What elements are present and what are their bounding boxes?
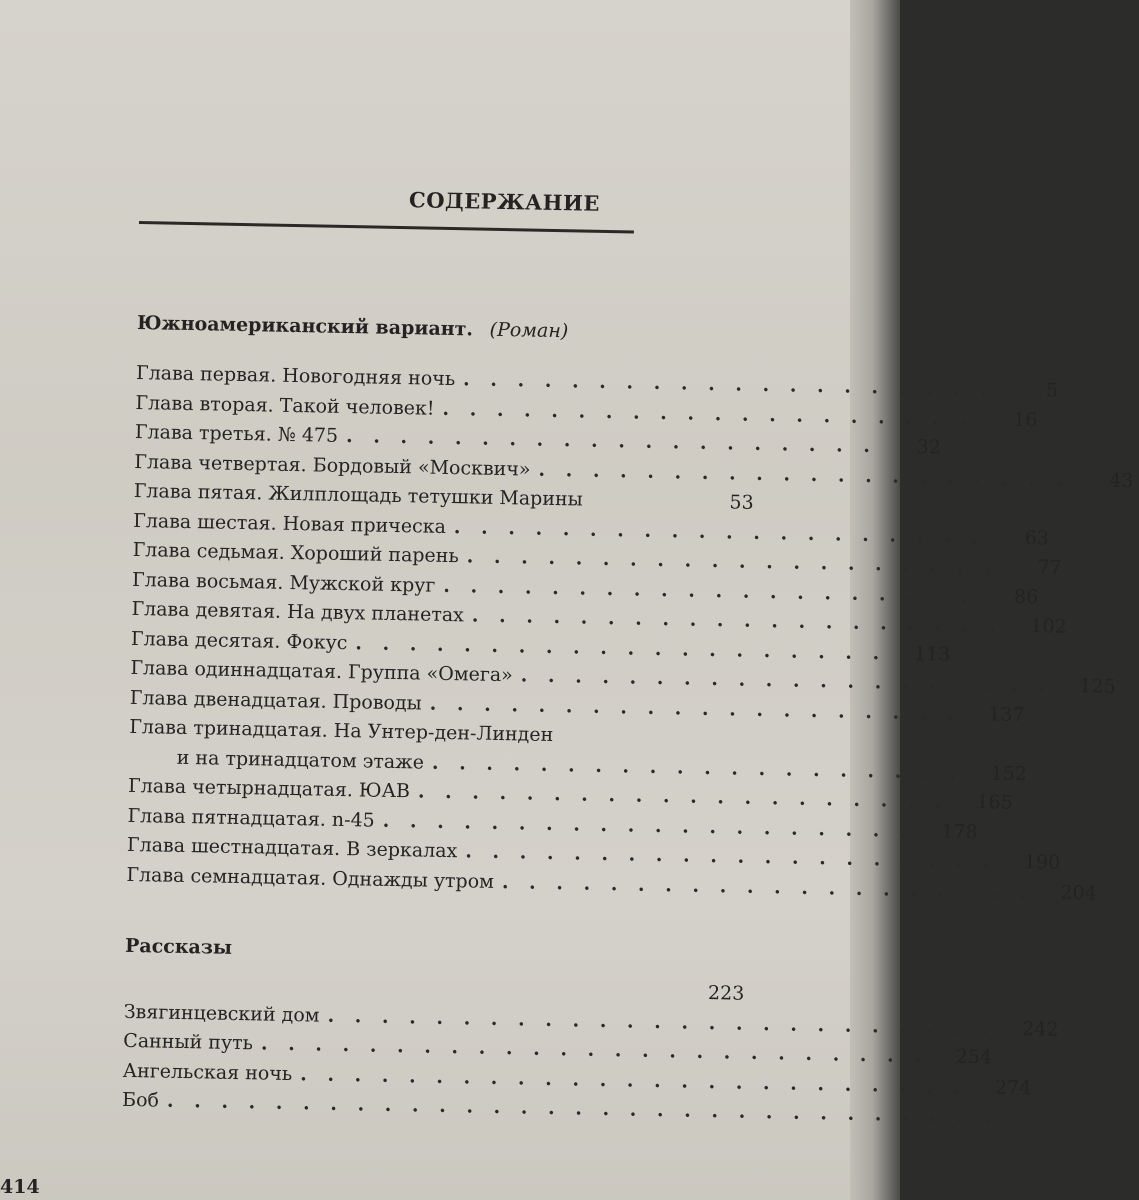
chapter-row: Глава двенадцатая. Проводы . . . . . . . . . . . . . . . . . . . . 137 xyxy=(129,686,1025,726)
chapter-title: Глава двенадцатая. Проводы xyxy=(129,686,422,715)
chapter-page: 204 xyxy=(1060,881,1098,904)
chapter-row: Глава третья. № 475 . . . . . . . . . . . . . . . . . . . . 32 xyxy=(134,420,942,459)
story-title: Санный путь xyxy=(123,1029,254,1055)
chapter-row: Глава семнадцатая. Однажды утром . . . . . . . . . . . . . . . . . . . . 204 xyxy=(126,863,1098,904)
novel-title: Южноамериканский вариант. xyxy=(136,311,474,341)
story-list xyxy=(121,971,1059,1130)
chapter-title: Глава шестнадцатая. В зеркалах xyxy=(126,833,458,863)
chapter-row: Глава четырнадцатая. ЮАВ . . . . . . . . . . . . . . . . . . . . 165 xyxy=(127,774,1014,814)
chapter-title: Глава пятнадцатая. n-45 xyxy=(127,804,375,832)
page-number: 414 xyxy=(0,1176,40,1198)
stories-heading: Рассказы xyxy=(124,934,233,959)
chapter-page: 190 xyxy=(1023,851,1061,874)
chapter-page: 137 xyxy=(988,702,1025,726)
story-row: Боб . . . . . . . . . . . . . . . . . . . . . . . . . . . . . . . xyxy=(122,1089,742,1130)
chapter-title: Глава пятая. Жилплощадь тетушки Марины xyxy=(133,479,583,511)
chapter-title: Глава четвертая. Бордовый «Москвич» xyxy=(134,450,531,481)
chapter-title: Глава тринадцатая. На Унтер-ден-Линден xyxy=(129,715,554,747)
chapter-row: Глава вторая. Такой человек! . . . . . . . . . . . . . . . . . . . . 16 xyxy=(135,391,1038,431)
story-title: Звягинцевский дом xyxy=(123,1000,320,1027)
chapter-row: Глава шестнадцатая. В зеркалах . . . . . . . . . . . . . . . . . . . . 190 xyxy=(126,833,1061,874)
chapter-row: Глава десятая. Фокус . . . . . . . . . . . . . . . . . . . . 113 xyxy=(130,627,951,666)
chapter-title: Глава шестая. Новая прическа xyxy=(133,509,447,538)
story-page: 254 xyxy=(955,1045,993,1069)
chapter-title: Глава девятая. На двух планетах xyxy=(131,597,465,627)
chapter-row-continued: и на тринадцатом этаже . . . . . . . . . . . . . . . . . . . . 152 xyxy=(128,745,748,786)
chapter-title: Глава третья. № 475 xyxy=(134,420,339,447)
chapter-page: 16 xyxy=(1012,408,1038,431)
chapter-page: 152 xyxy=(990,761,1028,785)
chapter-page xyxy=(693,744,749,745)
chapter-row: Глава одиннадцатая. Группа «Омега» . . . . . . . . . . . . . . . . . . . . 125 xyxy=(130,656,1116,698)
chapter-row: Глава четвертая. Бордовый «Москвич» . . . . . . . . . . . . . . . . . . . . 43 xyxy=(134,450,1134,492)
story-row: Санный путь . . . . . . . . . . . . . . . . . . . . . . . . . 254 xyxy=(123,1029,993,1069)
story-page: 223 xyxy=(707,982,745,1005)
chapter-page: 86 xyxy=(1013,585,1039,608)
chapter-page: 43 xyxy=(1108,469,1134,492)
chapter-page: 165 xyxy=(976,791,1014,814)
table-of-contents xyxy=(121,170,1134,1130)
story-page: 242 xyxy=(1022,1017,1059,1041)
chapter-page: 53 xyxy=(729,491,754,514)
chapter-row: Глава пятнадцатая. n-45 . . . . . . . . . . . . . . . . . . . . 178 xyxy=(127,804,978,843)
chapter-page: 102 xyxy=(1030,615,1067,638)
novel-heading xyxy=(137,312,757,346)
chapter-title: Глава восьмая. Мужской круг xyxy=(131,568,436,597)
chapter-title: Глава седьмая. Хороший парень xyxy=(132,538,460,568)
chapter-title: Глава десятая. Фокус xyxy=(130,627,348,654)
chapter-title: Глава первая. Новогодняя ночь xyxy=(135,361,456,391)
story-page xyxy=(1005,1123,1061,1124)
chapter-title: Глава семнадцатая. Однажды утром xyxy=(126,863,495,893)
stories-section xyxy=(121,934,1059,1130)
chapter-page: 77 xyxy=(1037,556,1062,579)
story-row: Звягинцевский дом . . . . . . . . . . . . . . . . . . . . . . . . . 242 xyxy=(123,1000,1059,1041)
novel-note: (Роман) xyxy=(489,318,569,343)
story-title: Боб xyxy=(121,1088,160,1112)
chapter-page: 178 xyxy=(941,820,978,843)
page-title: СОДЕРЖАНИЕ xyxy=(408,187,601,216)
chapter-row: Глава девятая. На двух планетах . . . . . . . . . . . . . . . . . . . . 102 xyxy=(131,597,1067,638)
chapter-page: 32 xyxy=(916,435,942,459)
chapter-row: Глава восьмая. Мужской круг . . . . . . . . . . . . . . . . . . . . 86 xyxy=(131,568,1039,608)
chapter-title: Глава вторая. Такой человек! xyxy=(135,391,435,420)
chapter-row: Глава седьмая. Хороший парень . . . . . . . . . . . . . . . . . . . . 77 xyxy=(132,538,1062,579)
chapter-title: Глава одиннадцатая. Группа «Омега» xyxy=(130,656,513,687)
chapter-title: и на тринадцатом этаже xyxy=(176,746,425,774)
chapter-title: Глава четырнадцатая. ЮАВ xyxy=(127,774,411,803)
story-row: Ангельская ночь . . . . . . . . . . . . . . . . . . . . . . . . . 274 xyxy=(122,1059,1032,1099)
chapter-page: 125 xyxy=(1079,675,1116,698)
chapter-row: Глава первая. Новогодняя ночь . . . . . . . . . . . . . . . . . . . . 5 xyxy=(135,361,1059,402)
chapter-page: 63 xyxy=(1024,526,1050,550)
chapter-page: 113 xyxy=(913,642,951,666)
story-page: 274 xyxy=(994,1076,1032,1099)
chapter-row: Глава шестая. Новая прическа . . . . . . . . . . . . . . . . . . . . 63 xyxy=(133,509,1050,550)
chapter-list xyxy=(126,361,1134,905)
chapter-page: 5 xyxy=(1045,379,1059,402)
story-title: Ангельская ночь xyxy=(122,1059,293,1085)
